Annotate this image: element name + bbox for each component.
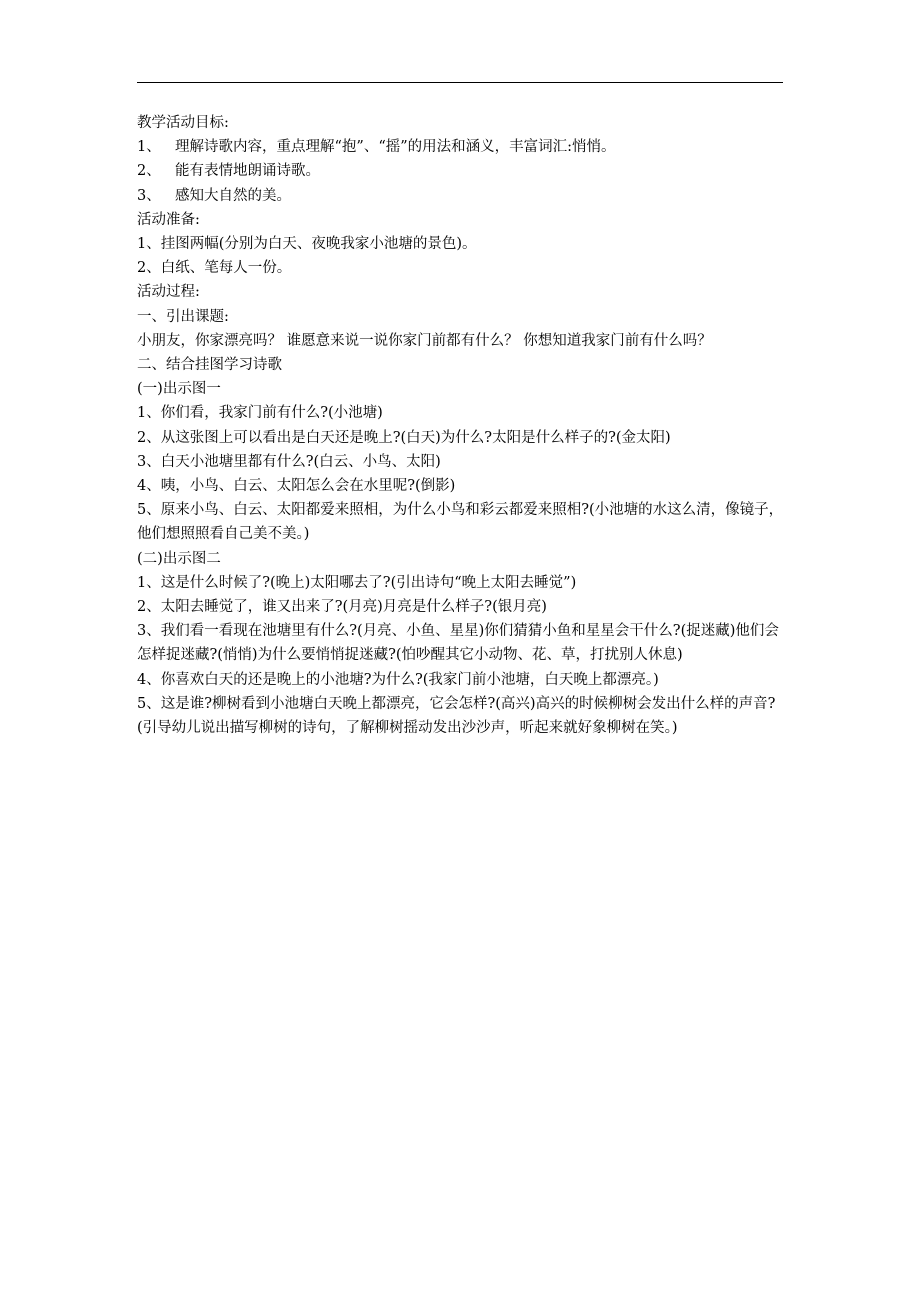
picture-1-question-4: 4、咦，小鸟、白云、太阳怎么会在水里呢?(倒影) bbox=[137, 478, 456, 495]
intro-paragraph: 小朋友，你家漂亮吗？ 谁愿意来说一说你家门前都有什么？ 你想知道我家门前有什么吗？ bbox=[137, 332, 712, 349]
picture-2-question-2: 2、太阳去睡觉了，谁又出来了?(月亮)月亮是什么样子?(银月亮) bbox=[137, 599, 547, 616]
picture-1-question-5: 5、原来小鸟、白云、太阳都爱来照相，为什么小鸟和彩云都爱来照相?(小池塘的水这么清，像镜子，他们想照照看自己美不美。) bbox=[137, 502, 784, 543]
goal-item-3 bbox=[137, 184, 792, 208]
picture-2-question-5: 5、这是谁?柳树看到小池塘白天晚上都漂亮，它会怎样?(高兴)高兴的时候柳树会发出什么样的声音?(引导幼儿说出描写柳树的诗句，了解柳树摇动发出沙沙声，听起来就好象柳树在笑。) bbox=[137, 695, 776, 737]
section-heading-preparation: 活动准备: bbox=[137, 211, 200, 228]
goal-number-1: 1、 bbox=[137, 139, 161, 156]
goal-number-2: 2、 bbox=[137, 163, 161, 180]
goal-number-3: 3、 bbox=[137, 187, 161, 204]
picture-2-question-1: 1、这是什么时候了?(晚上)太阳哪去了?(引出诗句“晚上太阳去睡觉”) bbox=[137, 574, 577, 591]
picture-1-question-3: 3、白天小池塘里都有什么?(白云、小鸟、太阳) bbox=[137, 453, 441, 470]
step-heading-2: 二、结合挂图学习诗歌 bbox=[137, 357, 282, 374]
step-heading-1: 一、引出课题: bbox=[137, 308, 229, 325]
subsection-heading-picture-1: (一)出示图一 bbox=[137, 381, 221, 398]
section-heading-process: 活动过程: bbox=[137, 284, 200, 301]
document-body bbox=[137, 111, 792, 740]
goal-item-1 bbox=[137, 135, 792, 159]
picture-1-question-1: 1、你们看，我家门前有什么?(小池塘) bbox=[137, 405, 383, 422]
subsection-heading-picture-2: (二)出示图二 bbox=[137, 550, 221, 567]
picture-2-question-4: 4、你喜欢白天的还是晚上的小池塘?为什么?(我家门前小池塘，白天晚上都漂亮。) bbox=[137, 671, 659, 688]
goal-text-3: 感知大自然的美。 bbox=[175, 187, 291, 204]
picture-2-question-3: 3、我们看一看现在池塘里有什么?(月亮、小鱼、星星)你们猜猜小鱼和星星会干什么?(捉迷藏)他们会怎样捉迷藏?(悄悄)为什么要悄悄捉迷藏?(怕吵醒其它小动物、花、草，打扰别人休息) bbox=[137, 623, 779, 664]
goal-text-1: 理解诗歌内容，重点理解“抱”、“摇”的用法和涵义，丰富词汇:悄悄。 bbox=[175, 139, 616, 156]
header-rule bbox=[137, 82, 783, 83]
preparation-item-2: 2、白纸、笔每人一份。 bbox=[137, 260, 292, 277]
goal-item-2 bbox=[137, 159, 792, 183]
picture-1-question-2: 2、从这张图上可以看出是白天还是晚上?(白天)为什么?太阳是什么样子的?(金太阳) bbox=[137, 429, 671, 446]
section-heading-goals: 教学活动目标: bbox=[137, 115, 229, 131]
goal-text-2: 能有表情地朗诵诗歌。 bbox=[175, 163, 320, 180]
preparation-item-1: 1、挂图两幅(分别为白天、夜晚我家小池塘的景色)。 bbox=[137, 236, 477, 253]
